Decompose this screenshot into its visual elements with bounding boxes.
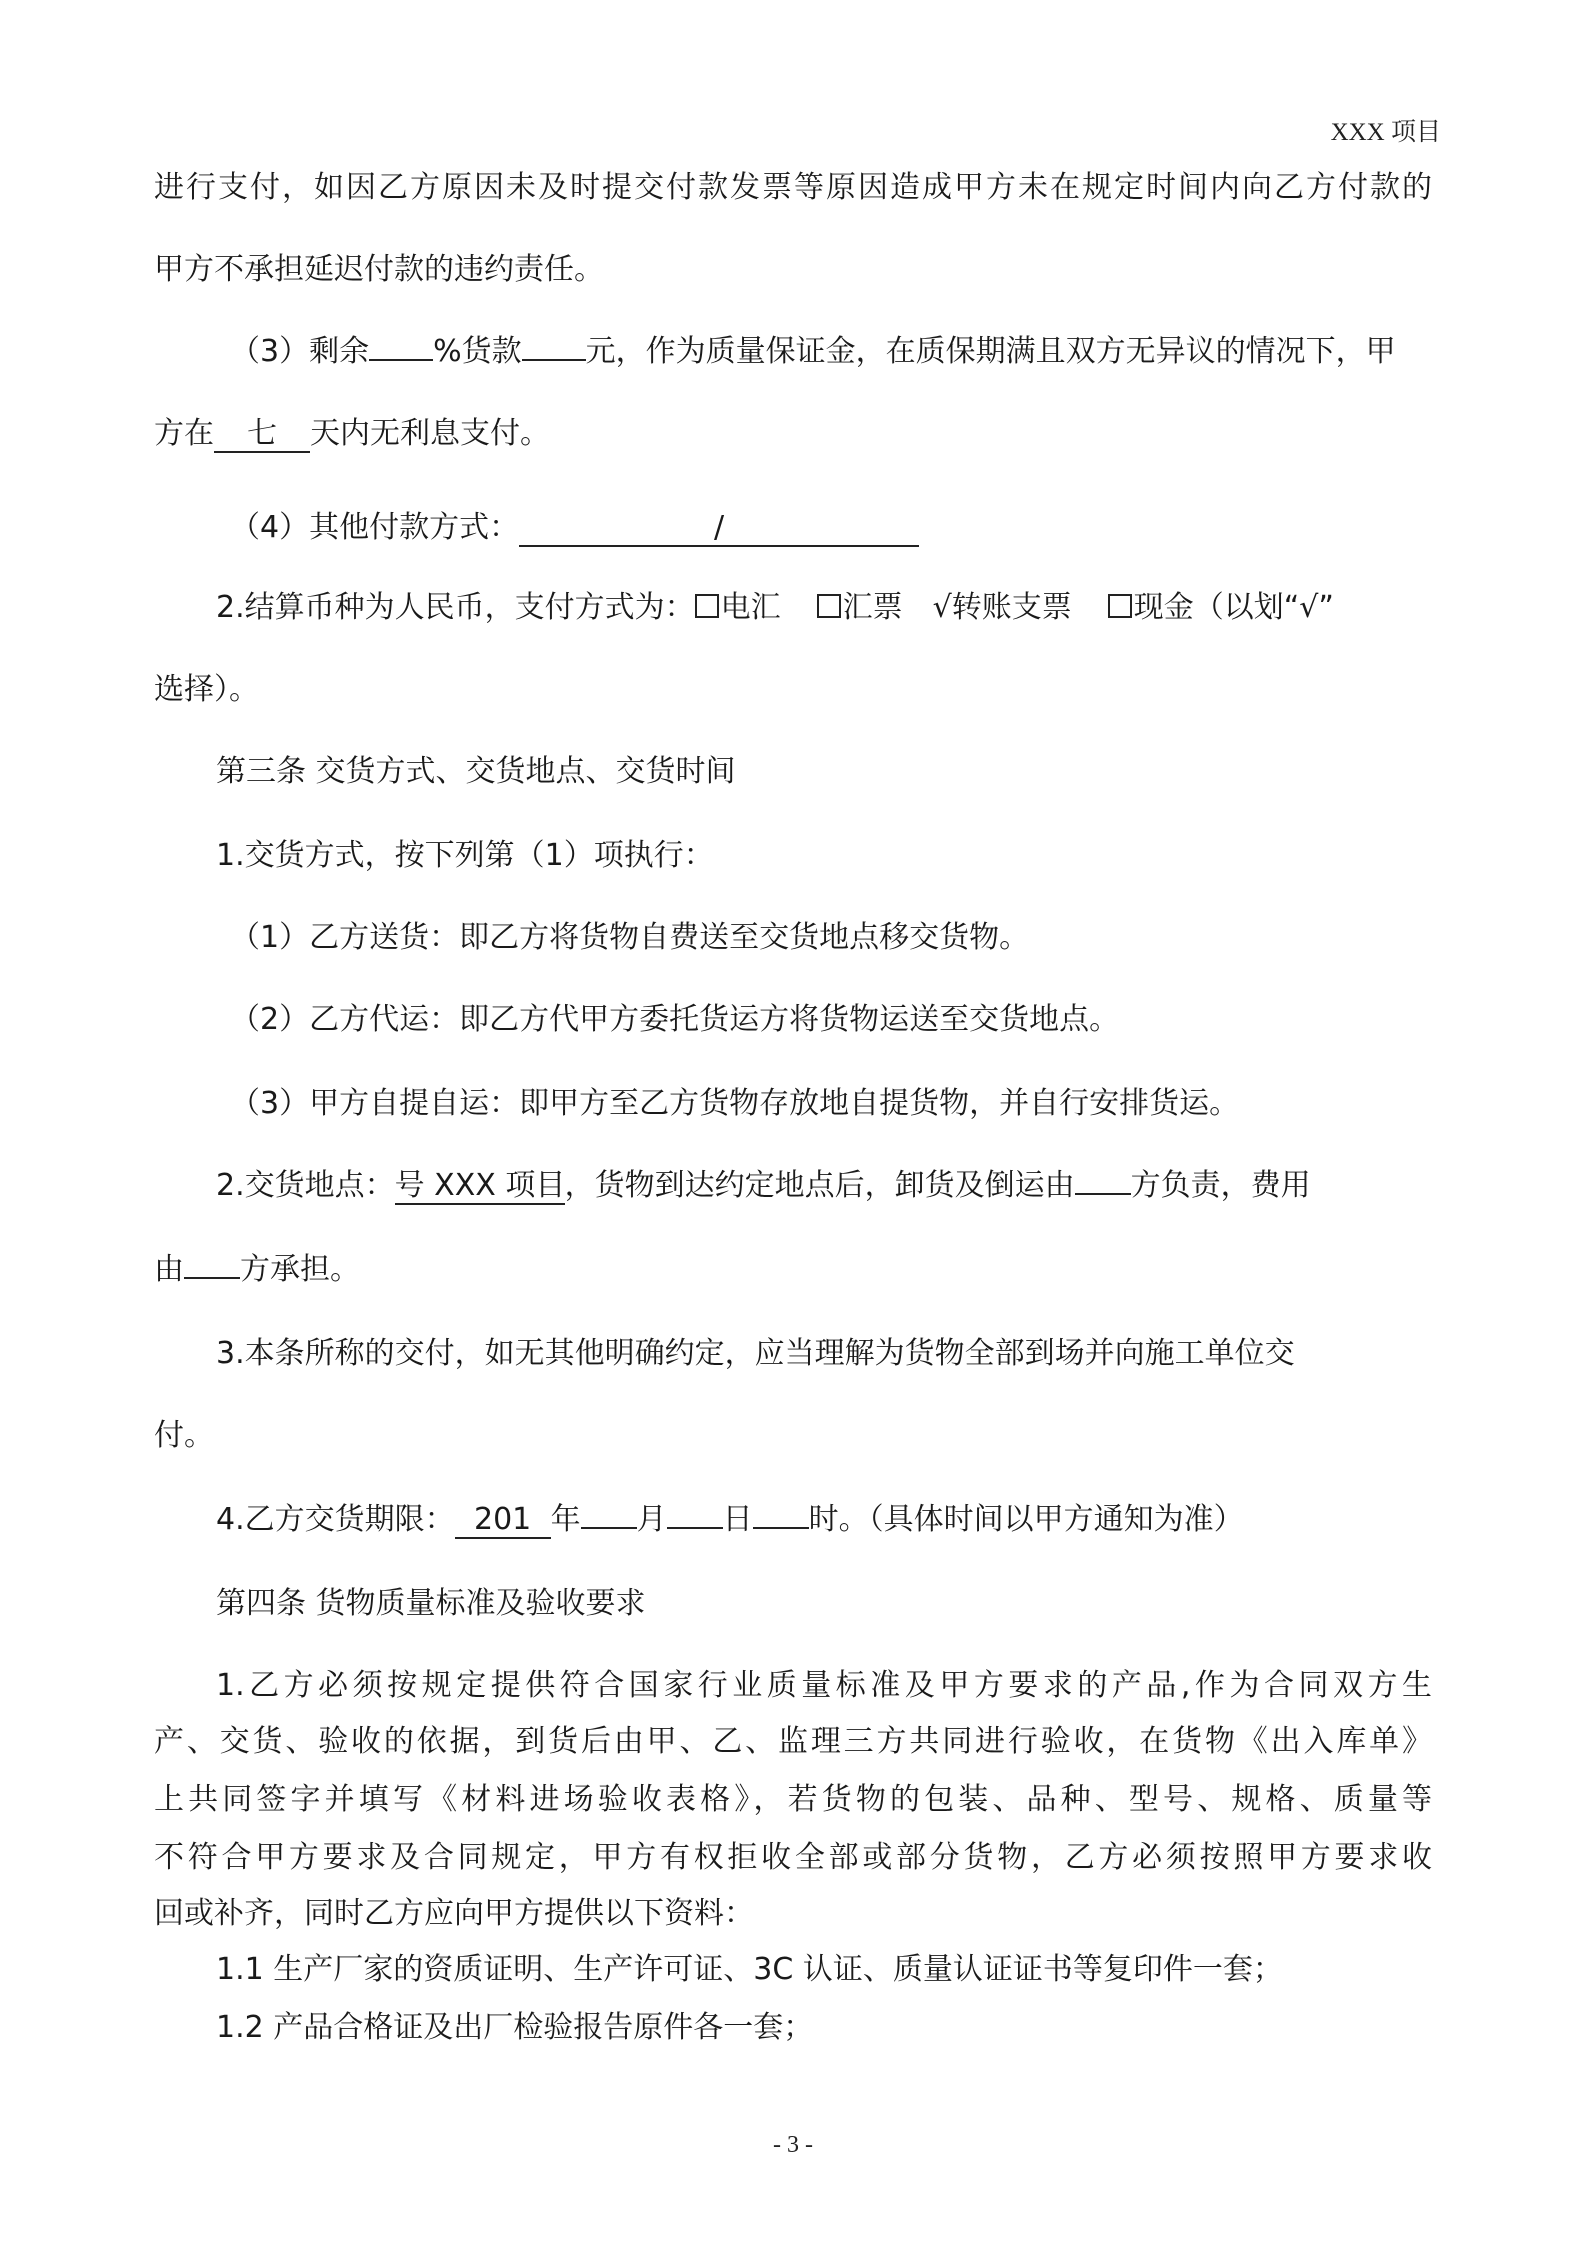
text: （3）剩余 xyxy=(230,334,370,369)
text: 年 xyxy=(550,1502,581,1537)
text: 方在 xyxy=(154,416,214,451)
paragraph-line: 产、交货、验收的依据，到货后由甲、乙、监理三方共同进行验收，在货物《出入库单》 xyxy=(154,1724,1432,1759)
text: 天内无利息支付。 xyxy=(310,416,550,451)
paragraph-line xyxy=(216,1166,1311,1206)
text: 2.交货地点： xyxy=(216,1168,395,1203)
text: 时。（具体时间以甲方通知为准） xyxy=(808,1502,1244,1537)
text: 方承担。 xyxy=(240,1252,360,1287)
paragraph-line: 选择）。 xyxy=(154,672,259,707)
paragraph-line: 不符合甲方要求及合同规定，甲方有权拒收全部或部分货物，乙方必须按照甲方要求收 xyxy=(154,1840,1432,1875)
paragraph-line: 甲方不承担延迟付款的违约责任。 xyxy=(154,252,604,287)
paragraph-line: 1.交货方式，按下列第（1）项执行： xyxy=(216,838,714,873)
paragraph-line: （3）甲方自提自运：即甲方至乙方货物存放地自提货物，并自行安排货运。 xyxy=(230,1086,1240,1121)
blank-party xyxy=(1075,1193,1131,1195)
paragraph-line: 3.本条所称的交付，如无其他明确约定，应当理解为货物全部到场并向施工单位交 xyxy=(216,1336,1295,1371)
text: 4.乙方交货期限： xyxy=(216,1502,455,1537)
field-place: 号 XXX 项目 xyxy=(394,1168,566,1203)
text: 元，作为质量保证金，在质保期满且双方无异议的情况下，甲 xyxy=(585,334,1396,369)
check-mark-icon: √ xyxy=(932,590,952,625)
blank-hour xyxy=(753,1527,809,1529)
blank-amount xyxy=(522,359,586,361)
blank-party xyxy=(184,1277,240,1279)
field-year: 201 xyxy=(455,1503,551,1539)
text: 方负责，费用 xyxy=(1130,1168,1311,1203)
option-label: 现金（以划“√” xyxy=(1133,590,1334,625)
paragraph-line: 进行支付，如因乙方原因未及时提交付款发票等原因造成甲方未在规定时间内向乙方付款的 xyxy=(154,170,1432,205)
blank-percent xyxy=(369,359,433,361)
checkbox-empty xyxy=(1108,594,1132,618)
paragraph-line: 1.2 产品合格证及出厂检验报告原件各一套； xyxy=(216,2010,814,2045)
option-label: 电汇 xyxy=(720,590,781,625)
paragraph-line: （1）乙方送货：即乙方将货物自费送至交货地点移交货物。 xyxy=(230,920,1030,955)
text: （4）其他付款方式： xyxy=(230,510,520,545)
blank-day xyxy=(667,1527,723,1529)
paragraph-line xyxy=(230,332,1396,372)
paragraph-line: 上共同签字并填写《材料进场验收表格》，若货物的包装、品种、型号、规格、质量等 xyxy=(154,1782,1432,1817)
text: %货款 xyxy=(433,334,522,369)
paragraph-line xyxy=(216,1500,1244,1540)
paragraph-line: （2）乙方代运：即乙方代甲方委托货运方将货物运送至交货地点。 xyxy=(230,1002,1120,1037)
section-title: 第四条 货物质量标准及验收要求 xyxy=(216,1586,646,1621)
option-label: 汇票 xyxy=(842,590,903,625)
section-title: 第三条 交货方式、交货地点、交货时间 xyxy=(216,754,736,789)
page-header: XXX 项目 xyxy=(1330,119,1441,146)
paragraph-line xyxy=(154,414,550,454)
option-label: 转账支票 xyxy=(951,590,1072,625)
paragraph-line xyxy=(230,508,919,548)
blank-month xyxy=(581,1527,637,1529)
paragraph-line xyxy=(216,588,1334,628)
page-number: - 3 - xyxy=(773,2132,813,2158)
checkbox-empty xyxy=(695,594,719,618)
field-days: 七 xyxy=(214,417,310,453)
text: 月 xyxy=(636,1502,667,1537)
text: 2.结算币种为人民币，支付方式为： xyxy=(216,590,695,625)
paragraph-line: 回或补齐，同时乙方应向甲方提供以下资料： xyxy=(154,1896,754,1931)
paragraph-line: 付。 xyxy=(154,1418,214,1453)
text: 日 xyxy=(722,1502,753,1537)
checkbox-empty xyxy=(817,594,841,618)
paragraph-line: 1.乙方必须按规定提供符合国家行业质量标准及甲方要求的产品,作为合同双方生 xyxy=(216,1668,1432,1703)
text: 由 xyxy=(154,1252,184,1287)
text: ，货物到达约定地点后，卸货及倒运由 xyxy=(564,1168,1075,1203)
paragraph-line xyxy=(154,1250,360,1290)
paragraph-line: 1.1 生产厂家的资质证明、生产许可证、3C 认证、质量认证证书等复印件一套； xyxy=(216,1952,1283,1987)
field-other-payment: / xyxy=(519,511,919,547)
